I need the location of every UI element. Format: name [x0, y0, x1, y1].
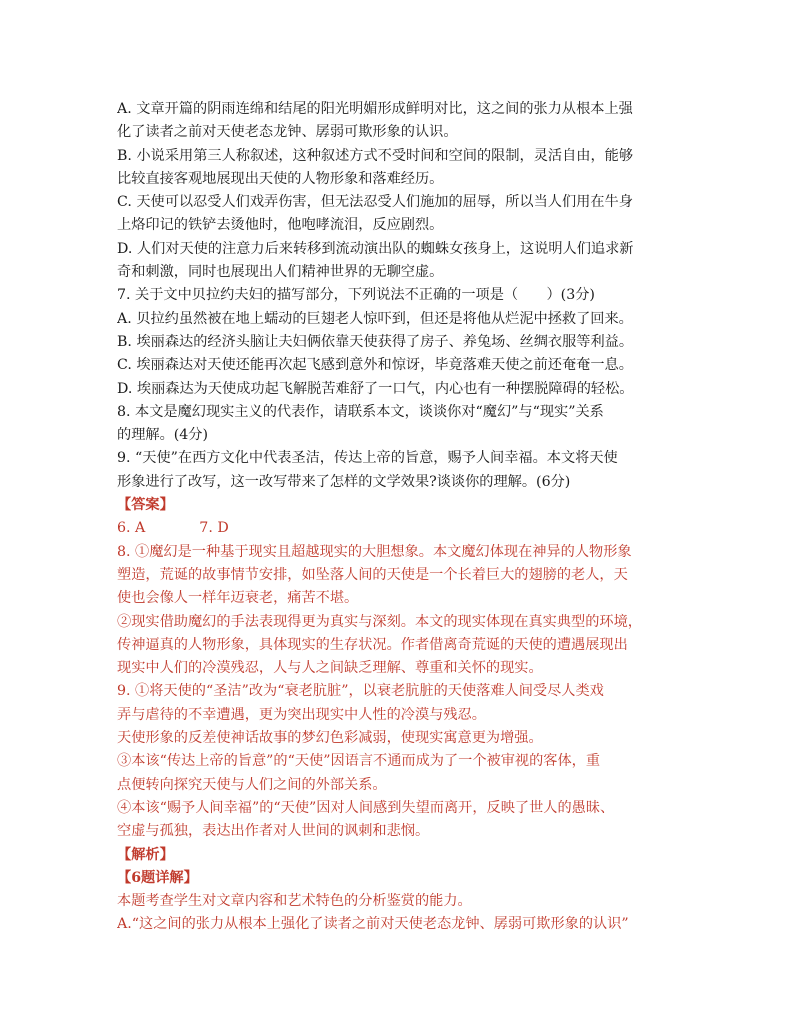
- q9-stem-line-2: 形象进行了改写，这一改写带来了怎样的文学效果?谈谈你的理解。(6分): [117, 473, 571, 490]
- answer8-line-3: 使也会像人一样年迈衰老，痛苦不堪。: [117, 590, 359, 607]
- q7-option-c: C. 埃丽森达对天使还能再次起飞感到意外和惊讶，毕竟落难天使之前还奄奄一息。: [117, 357, 633, 374]
- answer8-line-5: 传神逼真的人物形象，具体现实的生存状况。作者借离奇荒诞的天使的遭遇展现出: [117, 636, 628, 653]
- answer9-line-7: 空虚与孤独，表达出作者对人世间的讽刺和悲悯。: [117, 823, 430, 840]
- q7-option-b: B. 埃丽森达的经济头脑让夫妇俩依靠天使获得了房子、养兔场、丝绸衣服等利益。: [117, 333, 634, 350]
- answer9-line-6: ④本该“赐予人间幸福”的“天使”因对人间感到失望而离开，反映了世人的愚昧、: [117, 799, 615, 816]
- q6-option-c-line-1: C. 天使可以忍受人们戏弄伤害，但无法忍受人们施加的屈辱，所以当人们用在牛身: [117, 194, 633, 211]
- answer-q7: 7. D: [199, 520, 229, 537]
- answer9-line-4: ③本该“传达上帝的旨意”的“天使”因语言不通而成为了一个被审视的客体，重: [117, 753, 601, 770]
- q6-option-a-line-1: A. 文章开篇的阴雨连绵和结尾的阳光明媚形成鲜明对比，这之间的张力从根本上强: [117, 101, 633, 117]
- answer9-line-5: 点便转向探究天使与人们之间的外部关系。: [117, 776, 387, 793]
- answer-short-line: [117, 517, 679, 540]
- document-page: [117, 98, 679, 937]
- q6-detail-header: 【6题详解】: [117, 869, 198, 886]
- q7-stem: 7. 关于文中贝拉约夫妇的描写部分，下列说法不正确的一项是（ ）(3分): [117, 287, 595, 304]
- q7-option-d: D. 埃丽森达为天使成功起飞解脱苦难舒了一口气，内心也有一种摆脱障碍的轻松。: [117, 380, 634, 397]
- q6-option-b-line-1: B. 小说采用第三人称叙述，这种叙述方式不受时间和空间的限制，灵活自由，能够: [117, 147, 634, 164]
- answer-header: 【答案】: [117, 497, 174, 514]
- answer8-line-2: 塑造，荒诞的故事情节安排，如坠落人间的天使是一个长着巨大的翅膀的老人，天: [117, 566, 628, 583]
- answer8-line-6: 现实中人们的冷漠残忍，人与人之间缺乏理解、尊重和关怀的现实。: [117, 660, 543, 677]
- q8-stem-line-2: 的理解。(4分): [117, 427, 209, 444]
- q6-option-d-line-2: 奇和刺激，同时也展现出人们精神世界的无聊空虚。: [117, 264, 444, 281]
- answer9-line-1: 9. ①将天使的“圣洁”改为“衰老肮脏”，以衰老肮脏的天使落难人间受尽人类戏: [117, 683, 604, 700]
- answer9-line-2: 弄与虐待的不幸遭遇，更为突出现实中人性的冷漠与残忍。: [117, 706, 486, 723]
- q6-option-a-line-2: 化了读者之前对天使老态龙钟、孱弱可欺形象的认识。: [117, 124, 458, 141]
- analysis-header: 【解析】: [117, 846, 174, 863]
- q9-stem-line-1: 9. “天使”在西方文化中代表圣洁，传达上帝的旨意，赐予人间幸福。本文将天使: [117, 450, 618, 467]
- q6-option-d-line-1: D. 人们对天使的注意力后来转移到流动演出队的蜘蛛女孩身上，这说明人们追求新: [117, 240, 634, 257]
- answer9-line-3: 天使形象的反差使神话故事的梦幻色彩减弱，使现实寓意更为增强。: [117, 730, 543, 747]
- q6-option-b-line-2: 比较直接客观地展现出天使的人物形象和落难经历。: [117, 170, 444, 187]
- q6-option-c-line-2: 上烙印记的铁铲去烫他时，他咆哮流泪，反应剧烈。: [117, 217, 444, 234]
- q7-option-a: A. 贝拉约虽然被在地上蠕动的巨翅老人惊吓到，但还是将他从烂泥中拯救了回来。: [117, 310, 633, 327]
- answer8-line-1: 8. ①魔幻是一种基于现实且超越现实的大胆想象。本文魔幻体现在神异的人物形象: [117, 543, 632, 560]
- answer8-line-4: ②现实借助魔幻的手法表现得更为真实与深刻。本文的现实体现在真实典型的环境，: [117, 613, 642, 630]
- analysis-line-2: A.“这之间的张力从根本上强化了读者之前对天使老态龙钟、孱弱可欺形象的认识”: [117, 916, 629, 933]
- q8-stem-line-1: 8. 本文是魔幻现实主义的代表作，请联系本文，谈谈你对“魔幻”与“现实”关系: [117, 403, 604, 420]
- answer-q6: 6. A: [117, 520, 146, 537]
- analysis-line-1: 本题考查学生对文章内容和艺术特色的分析鉴赏的能力。: [117, 893, 472, 910]
